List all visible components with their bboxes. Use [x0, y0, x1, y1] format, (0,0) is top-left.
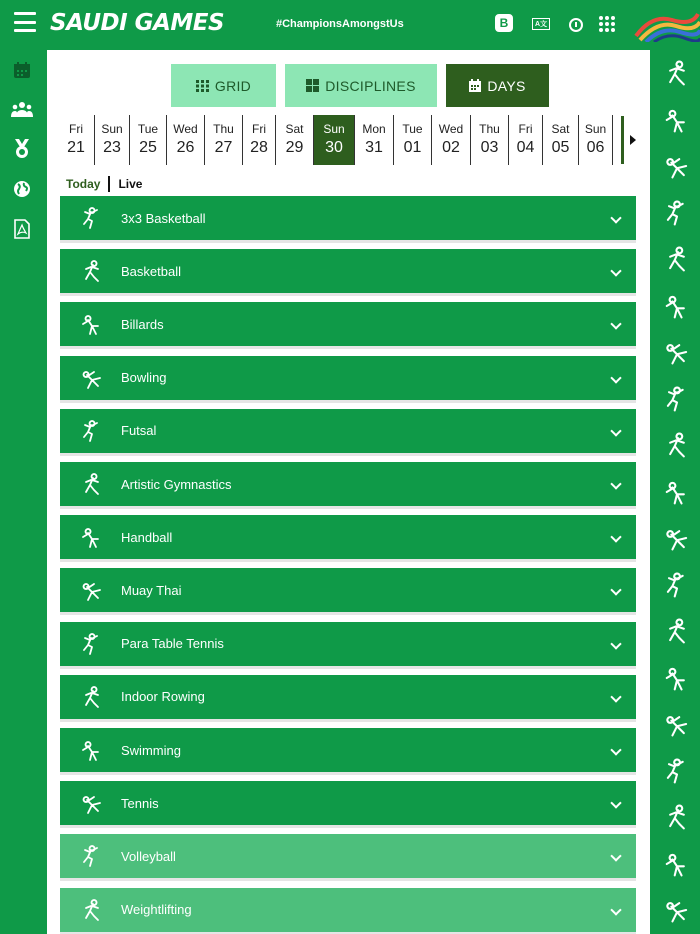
chevron-down-icon[interactable]	[610, 372, 621, 383]
date-2[interactable]	[130, 115, 167, 165]
bowling-icon	[78, 364, 106, 392]
bowling-icon[interactable]	[660, 428, 694, 462]
weightlifting-icon	[78, 896, 106, 924]
date-number: 29	[285, 139, 304, 156]
date-day: Fri	[252, 122, 266, 136]
date-day: Mon	[362, 122, 386, 136]
date-number: 06	[586, 139, 605, 156]
futsal-icon	[78, 417, 106, 445]
calendar-icon	[469, 79, 481, 92]
esports-icon[interactable]	[660, 707, 694, 741]
discipline-label: Handball	[121, 529, 173, 545]
tab-disciplines-label: DISCIPLINES	[325, 77, 416, 94]
b-logo-icon[interactable]: B	[495, 14, 513, 32]
date-day: Sun	[323, 122, 345, 136]
date-day: Sat	[285, 122, 304, 136]
date-number: 25	[139, 139, 157, 156]
left-sidebar	[0, 50, 47, 934]
date-day: Tue	[402, 122, 423, 136]
chevron-down-icon[interactable]	[610, 585, 621, 596]
date-day: Thu	[213, 122, 234, 136]
pdf-icon[interactable]	[10, 217, 34, 241]
discipline-row[interactable]	[60, 515, 636, 562]
muay-thai-icon	[78, 576, 106, 604]
discipline-label: Volleyball	[121, 848, 176, 864]
rings-logo	[632, 10, 700, 42]
basketball-icon	[78, 257, 106, 285]
date-day: Fri	[69, 122, 83, 136]
tab-grid-label: GRID	[214, 77, 252, 94]
right-sidebar	[650, 50, 700, 934]
chevron-down-icon[interactable]	[610, 266, 621, 277]
basketball-3x3-icon[interactable]	[660, 289, 694, 323]
discipline-label: Indoor Rowing	[121, 689, 205, 705]
basketball-3x3-icon	[78, 204, 106, 232]
calendar-icon[interactable]	[10, 58, 34, 82]
date-9[interactable]	[394, 115, 432, 165]
chevron-down-icon[interactable]	[610, 638, 621, 649]
date-number: 21	[67, 139, 85, 156]
discipline-label: Basketball	[121, 263, 181, 279]
discipline-row[interactable]	[60, 196, 636, 243]
date-number: 02	[442, 139, 460, 156]
discipline-row[interactable]	[60, 622, 636, 669]
apps-grid-icon[interactable]	[599, 16, 615, 32]
date-number: 01	[403, 139, 422, 156]
chevron-down-icon[interactable]	[610, 798, 621, 809]
globe-icon[interactable]	[10, 177, 34, 201]
chevron-down-icon[interactable]	[610, 691, 621, 702]
archery-icon[interactable]	[660, 56, 694, 90]
top-header	[0, 0, 700, 50]
discipline-row[interactable]	[60, 249, 636, 296]
handball-icon	[78, 523, 106, 551]
fencing-icon[interactable]	[660, 754, 694, 788]
date-day: Sun	[101, 122, 123, 136]
date-number: 04	[516, 139, 535, 156]
discipline-label: Futsal	[121, 423, 157, 439]
hashtag-text: #ChampionsAmongstUs	[276, 18, 404, 30]
date-8[interactable]	[355, 115, 394, 165]
gymnastics-icon[interactable]	[660, 847, 694, 881]
date-day: Tue	[137, 122, 159, 136]
date-strip	[58, 115, 628, 165]
date-12[interactable]	[509, 115, 543, 165]
chevron-down-icon[interactable]	[610, 532, 621, 543]
golf-icon[interactable]	[660, 893, 694, 927]
discipline-label: Bowling	[121, 370, 167, 386]
date-number: 28	[250, 139, 268, 156]
boxing-icon[interactable]	[660, 382, 694, 416]
grid-icon	[196, 80, 209, 92]
para-table-tennis-icon	[78, 630, 106, 658]
people-icon[interactable]	[10, 97, 34, 121]
date-number: 30	[325, 139, 343, 156]
volleyball-icon	[78, 842, 106, 870]
brand-logo[interactable]: SAUDI GAMES	[50, 10, 225, 36]
date-number: 03	[480, 139, 499, 156]
rowing-icon	[78, 683, 106, 711]
view-tabs	[171, 64, 549, 107]
date-number: 26	[176, 139, 195, 156]
badminton-icon[interactable]	[660, 196, 694, 230]
billiards-icon	[78, 310, 106, 338]
cycling-icon[interactable]	[660, 614, 694, 648]
equestrian-icon[interactable]	[660, 661, 694, 695]
tab-disciplines[interactable]	[285, 64, 437, 107]
futsal-icon[interactable]	[660, 800, 694, 834]
chevron-down-icon[interactable]	[610, 744, 621, 755]
date-6[interactable]	[276, 115, 314, 165]
discipline-row[interactable]	[60, 302, 636, 349]
date-4[interactable]	[205, 115, 243, 165]
chevron-down-icon[interactable]	[610, 904, 621, 915]
discipline-label: Swimming	[121, 742, 181, 758]
billiards-icon[interactable]	[660, 335, 694, 369]
date-day: Sun	[584, 122, 607, 136]
date-13[interactable]	[543, 115, 579, 165]
athletics-icon[interactable]	[660, 103, 694, 137]
board-game-icon[interactable]	[660, 149, 694, 183]
discipline-row[interactable]	[60, 409, 636, 456]
combat-icon[interactable]	[660, 568, 694, 602]
date-3[interactable]	[167, 115, 205, 165]
date-14[interactable]	[579, 115, 613, 165]
tennis-icon	[78, 789, 106, 817]
date-10[interactable]	[432, 115, 471, 165]
clock-icon[interactable]	[569, 18, 583, 32]
tab-grid[interactable]	[171, 64, 276, 107]
gymnastics-icon	[78, 470, 106, 498]
swimming-icon	[78, 736, 106, 764]
date-day: Sat	[551, 122, 570, 136]
date-5[interactable]	[243, 115, 276, 165]
date-11[interactable]	[471, 115, 509, 165]
medal-icon[interactable]	[10, 137, 34, 161]
date-number: 31	[365, 139, 383, 156]
tab-days[interactable]	[446, 64, 549, 107]
main-panel	[47, 50, 650, 934]
chevron-down-icon[interactable]	[610, 319, 621, 330]
date-day: Wed	[173, 122, 198, 136]
date-1[interactable]	[95, 115, 130, 165]
discipline-label: Tennis	[121, 795, 159, 811]
discipline-row[interactable]	[60, 568, 636, 615]
filter-divider	[108, 176, 110, 192]
date-day: Thu	[479, 122, 500, 136]
discipline-label: Muay Thai	[121, 582, 182, 598]
tab-days-label: DAYS	[487, 77, 526, 94]
climbing-icon[interactable]	[660, 521, 694, 555]
filter-links	[66, 176, 142, 192]
date-number: 23	[103, 139, 121, 156]
chess-icon[interactable]	[660, 475, 694, 509]
discipline-row[interactable]	[60, 675, 636, 722]
today-filter[interactable]: Today	[66, 177, 101, 191]
discipline-row[interactable]	[60, 728, 636, 775]
basketball-icon[interactable]	[660, 242, 694, 276]
chevron-down-icon[interactable]	[610, 425, 621, 436]
discipline-label: Para Table Tennis	[121, 636, 224, 652]
chevron-down-icon[interactable]	[610, 851, 621, 862]
discipline-label: Artistic Gymnastics	[121, 476, 232, 492]
discipline-label: Billards	[121, 316, 164, 332]
translate-icon[interactable]: A文	[532, 18, 550, 30]
date-number: 27	[214, 139, 233, 156]
chevron-down-icon[interactable]	[610, 478, 621, 489]
discipline-row[interactable]	[60, 888, 636, 934]
discipline-row[interactable]	[60, 356, 636, 403]
date-0[interactable]	[58, 115, 95, 165]
date-number: 05	[551, 139, 570, 156]
discipline-row[interactable]	[60, 834, 636, 881]
date-7[interactable]	[314, 115, 355, 165]
live-filter[interactable]: Live	[118, 177, 143, 191]
discipline-row[interactable]	[60, 462, 636, 509]
menu-icon[interactable]	[14, 12, 36, 32]
chevron-down-icon[interactable]	[610, 212, 621, 223]
discipline-label: Weightlifting	[121, 902, 192, 918]
date-day: Fri	[518, 122, 533, 136]
date-day: Wed	[438, 122, 464, 136]
discipline-label: 3x3 Basketball	[121, 210, 206, 226]
squares-icon	[306, 79, 319, 92]
next-dates-arrow[interactable]	[621, 116, 641, 164]
discipline-row[interactable]	[60, 781, 636, 828]
